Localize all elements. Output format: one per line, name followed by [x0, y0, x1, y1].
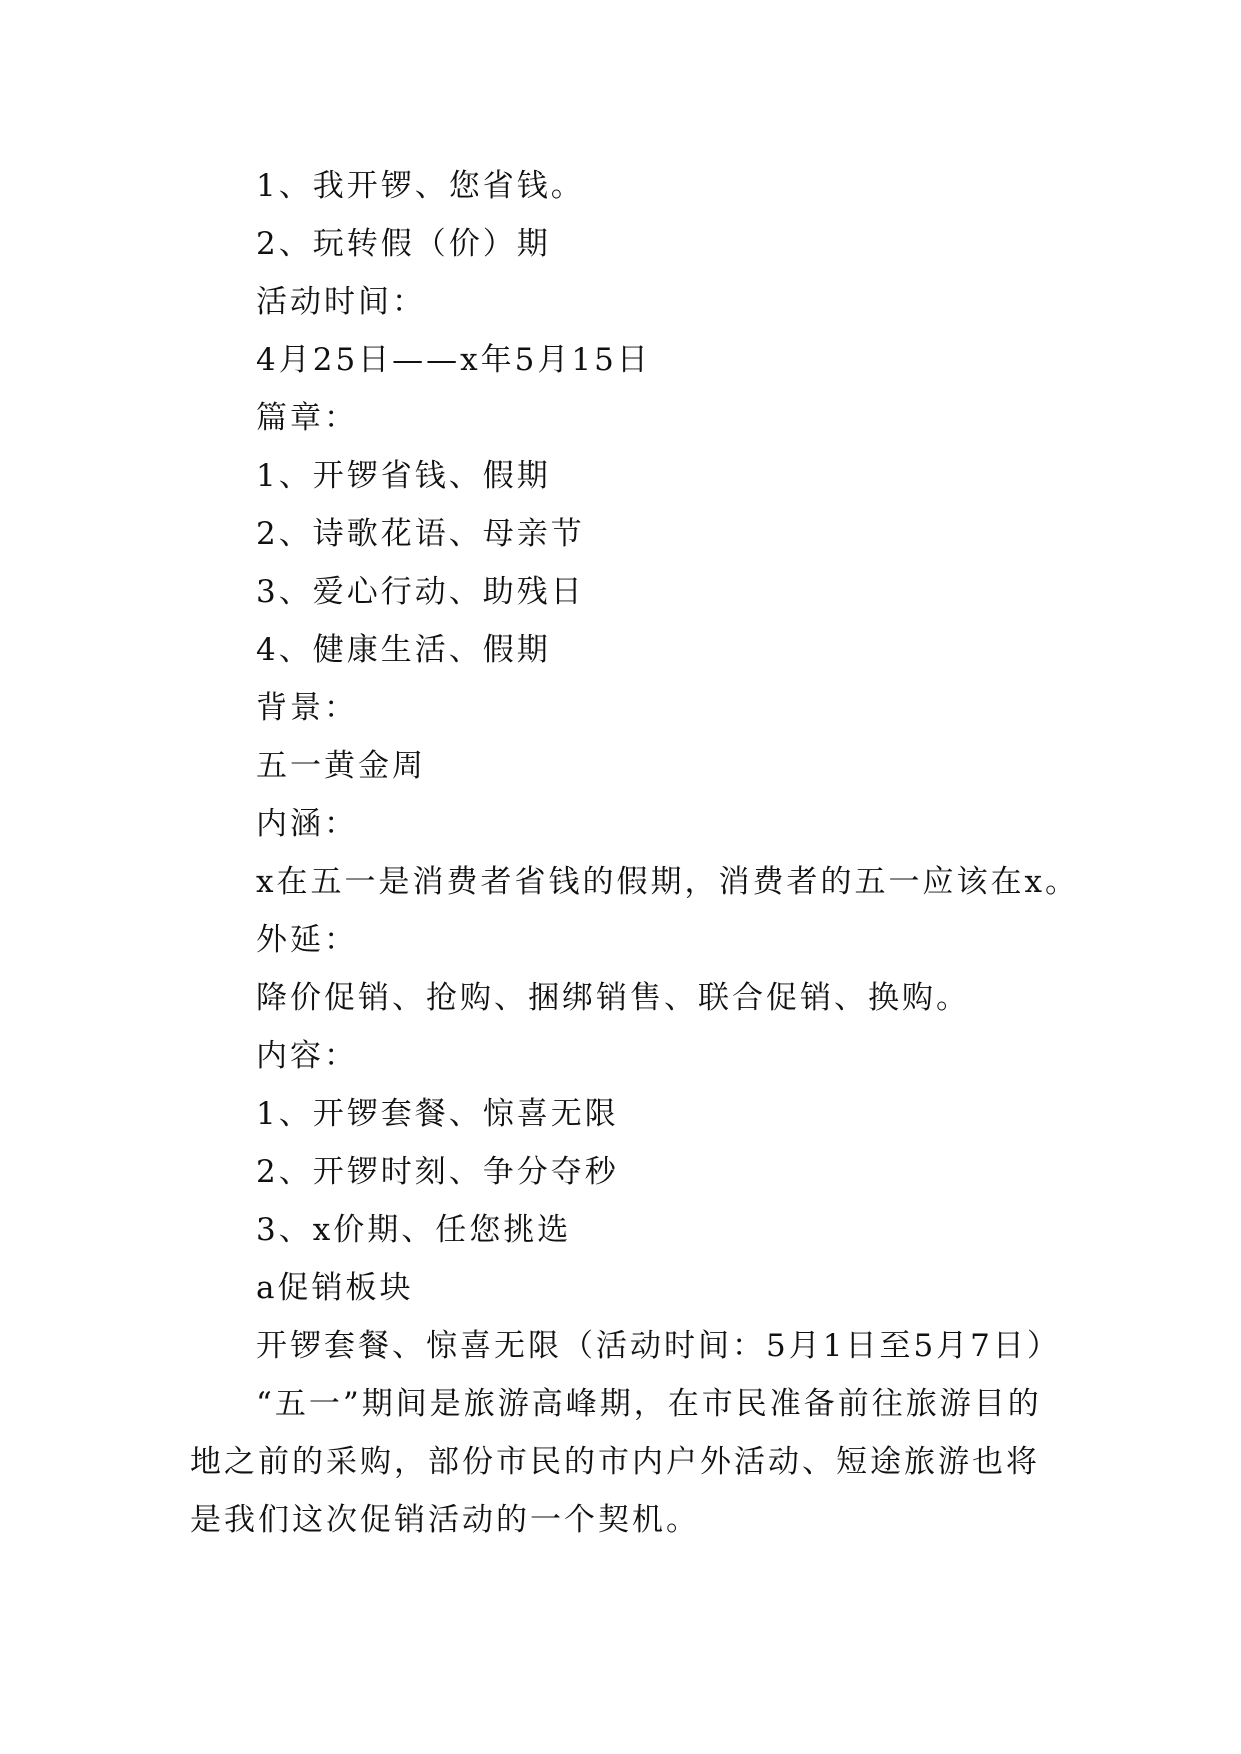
- doc-line: 3、爱心行动、助残日: [256, 574, 585, 610]
- doc-line: 2、开锣时刻、争分夺秒: [256, 1154, 619, 1190]
- doc-line: 背景：: [256, 690, 358, 726]
- doc-line: 外延：: [256, 922, 358, 958]
- doc-line: x在五一是消费者省钱的假期，消费者的五一应该在x。: [256, 864, 1079, 900]
- doc-line: 1、开锣套餐、惊喜无限: [256, 1096, 619, 1132]
- doc-line: 4月25日——x年5月15日: [256, 342, 651, 378]
- doc-line: 4、健康生活、假期: [256, 632, 551, 668]
- doc-line: 五一黄金周: [256, 748, 426, 784]
- paragraph-text: “五一”期间是旅游高峰期，在市民准备前往旅游目的地之前的采购，部份市民的市内户外活动、短途旅游也将是我们这次促销活动的一个契机。: [190, 1386, 1042, 1538]
- doc-line: 内容：: [256, 1038, 358, 1074]
- doc-line: 1、开锣省钱、假期: [256, 458, 551, 494]
- doc-line: 2、玩转假（价）期: [256, 226, 551, 262]
- doc-line: 降价促销、抢购、捆绑销售、联合促销、换购。: [256, 980, 970, 1016]
- doc-paragraph: [190, 1375, 1060, 1549]
- doc-line: 活动时间：: [256, 284, 426, 320]
- doc-line: 1、我开锣、您省钱。: [256, 168, 585, 204]
- doc-line: 2、诗歌花语、母亲节: [256, 516, 585, 552]
- doc-line: 篇章：: [256, 400, 358, 436]
- doc-line: 3、x价期、任您挑选: [256, 1212, 572, 1248]
- doc-line: 内涵：: [256, 806, 358, 842]
- doc-line: a促销板块: [256, 1270, 414, 1306]
- doc-line: 开锣套餐、惊喜无限（活动时间：5月1日至5月7日）: [256, 1328, 1061, 1364]
